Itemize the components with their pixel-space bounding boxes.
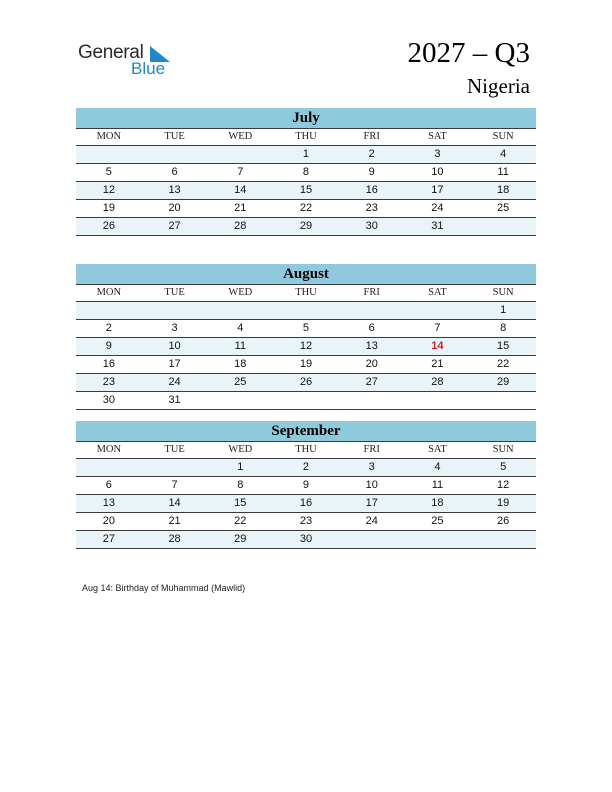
day-cell: 6 <box>171 166 178 178</box>
day-cell: 5 <box>105 166 112 178</box>
day-cell: 19 <box>102 202 115 214</box>
day-cell: 16 <box>365 184 378 196</box>
day-cell: 3 <box>171 322 178 334</box>
week-row <box>76 374 536 392</box>
day-cell: 24 <box>168 376 181 388</box>
day-cell <box>142 459 208 476</box>
day-cell: 29 <box>299 220 313 232</box>
weekday-label: TUE <box>164 287 185 298</box>
day-cell: 26 <box>497 515 510 527</box>
logo-text-general: General <box>78 42 144 63</box>
title-block <box>408 36 530 100</box>
day-cell: 13 <box>365 340 378 352</box>
day-cell: 18 <box>431 497 444 509</box>
day-cell: 22 <box>234 515 247 527</box>
day-cell <box>470 392 536 409</box>
weekday-label: SAT <box>428 131 447 142</box>
week-row <box>76 218 536 236</box>
day-cell <box>470 218 536 235</box>
month-title: August <box>76 264 536 285</box>
day-cell: 10 <box>365 479 378 491</box>
day-cell: 6 <box>368 322 375 334</box>
weekday-header-row <box>76 285 536 302</box>
day-cell: 31 <box>431 220 444 232</box>
week-row <box>76 182 536 200</box>
day-cell: 11 <box>431 479 444 491</box>
day-cell: 25 <box>234 376 247 388</box>
week-row <box>76 302 536 320</box>
holiday-day-cell: 14 <box>431 340 444 352</box>
weekday-label: SUN <box>492 444 514 455</box>
page-title: 2027 – Q3 <box>407 37 530 69</box>
week-row <box>76 200 536 218</box>
day-cell <box>273 302 339 319</box>
day-cell: 8 <box>500 322 507 334</box>
day-cell: 1 <box>302 148 310 160</box>
day-cell: 22 <box>497 358 510 370</box>
day-cell <box>339 531 405 548</box>
day-cell: 21 <box>431 358 444 370</box>
day-cell: 11 <box>234 340 246 352</box>
weekday-label: SUN <box>492 287 514 298</box>
day-cell: 23 <box>365 202 378 214</box>
week-row <box>76 495 536 513</box>
weekday-label: SUN <box>492 131 514 142</box>
weekday-label: MON <box>96 131 122 142</box>
month-calendar-september <box>76 421 536 549</box>
day-cell: 28 <box>168 533 181 545</box>
day-cell: 18 <box>497 184 510 196</box>
week-row <box>76 164 536 182</box>
weekday-label: FRI <box>363 287 380 298</box>
day-cell: 10 <box>431 166 444 178</box>
day-cell: 19 <box>497 497 510 509</box>
day-cell: 20 <box>168 202 181 214</box>
week-row <box>76 356 536 374</box>
weekday-label: WED <box>228 287 253 298</box>
day-cell: 24 <box>431 202 444 214</box>
day-cell <box>76 302 142 319</box>
day-cell: 21 <box>168 515 181 527</box>
generalblue-logo <box>78 40 188 82</box>
day-cell <box>207 392 273 409</box>
day-cell: 26 <box>102 220 115 232</box>
weekday-label: MON <box>96 444 122 455</box>
day-cell <box>76 459 142 476</box>
day-cell: 6 <box>105 479 112 491</box>
day-cell: 3 <box>434 148 441 160</box>
day-cell: 17 <box>431 184 444 196</box>
day-cell: 14 <box>234 184 247 196</box>
day-cell <box>207 146 273 163</box>
day-cell: 13 <box>168 184 181 196</box>
month-title: September <box>76 421 536 442</box>
weekday-header-row <box>76 442 536 459</box>
week-row <box>76 513 536 531</box>
day-cell: 16 <box>299 497 313 509</box>
day-cell: 30 <box>299 533 313 545</box>
weekday-label: WED <box>228 444 253 455</box>
week-row <box>76 477 536 495</box>
weekday-label: SAT <box>428 287 447 298</box>
day-cell: 2 <box>302 461 310 473</box>
weekday-label: THU <box>295 287 317 298</box>
day-cell: 25 <box>431 515 444 527</box>
weekday-label: WED <box>228 131 253 142</box>
day-cell: 24 <box>365 515 378 527</box>
day-cell: 16 <box>102 358 115 370</box>
day-cell: 29 <box>234 533 247 545</box>
day-cell: 2 <box>368 148 375 160</box>
day-cell: 30 <box>102 394 115 406</box>
day-cell <box>207 302 273 319</box>
weekday-header-row <box>76 129 536 146</box>
day-cell: 28 <box>431 376 444 388</box>
day-cell <box>142 302 208 319</box>
weekday-label: THU <box>295 131 317 142</box>
day-cell: 9 <box>302 479 310 491</box>
day-cell: 7 <box>237 166 244 178</box>
month-calendar-august <box>76 264 536 410</box>
day-cell: 27 <box>365 376 378 388</box>
day-cell: 23 <box>299 515 313 527</box>
day-cell <box>142 146 208 163</box>
weekday-label: FRI <box>363 444 380 455</box>
day-cell: 4 <box>434 461 441 473</box>
day-cell <box>339 302 405 319</box>
logo-text-blue: Blue <box>131 59 166 78</box>
day-cell: 17 <box>168 358 181 370</box>
day-cell: 15 <box>299 184 313 196</box>
day-cell <box>273 392 339 409</box>
day-cell: 30 <box>365 220 378 232</box>
day-cell: 25 <box>497 202 510 214</box>
day-cell: 19 <box>299 358 313 370</box>
day-cell: 21 <box>234 202 247 214</box>
weekday-label: TUE <box>164 131 185 142</box>
day-cell <box>405 392 471 409</box>
day-cell: 5 <box>302 322 310 334</box>
day-cell: 9 <box>368 166 375 178</box>
day-cell: 8 <box>237 479 244 491</box>
day-cell: 14 <box>168 497 181 509</box>
day-cell: 7 <box>171 479 178 491</box>
day-cell <box>76 146 142 163</box>
day-cell: 1 <box>500 304 507 316</box>
week-row <box>76 459 536 477</box>
day-cell <box>470 531 536 548</box>
day-cell: 3 <box>368 461 375 473</box>
month-calendar-july <box>76 108 536 236</box>
day-cell: 9 <box>105 340 112 352</box>
day-cell: 2 <box>105 322 112 334</box>
day-cell: 5 <box>500 461 507 473</box>
day-cell: 26 <box>299 376 313 388</box>
day-cell: 12 <box>497 479 510 491</box>
day-cell: 15 <box>497 340 510 352</box>
week-row <box>76 531 536 549</box>
day-cell: 7 <box>434 322 441 334</box>
day-cell: 18 <box>234 358 247 370</box>
day-cell: 23 <box>102 376 115 388</box>
day-cell: 12 <box>102 184 115 196</box>
day-cell <box>405 302 471 319</box>
day-cell: 17 <box>365 497 378 509</box>
weekday-label: TUE <box>164 444 185 455</box>
week-row <box>76 338 536 356</box>
day-cell: 29 <box>497 376 510 388</box>
day-cell: 11 <box>497 166 509 178</box>
day-cell: 15 <box>234 497 247 509</box>
day-cell: 12 <box>299 340 313 352</box>
week-row <box>76 146 536 164</box>
day-cell: 13 <box>102 497 115 509</box>
country-name: Nigeria <box>467 74 530 98</box>
day-cell: 1 <box>237 461 244 473</box>
day-cell: 31 <box>168 394 181 406</box>
day-cell <box>339 392 405 409</box>
weekday-label: MON <box>96 287 122 298</box>
weekday-label: SAT <box>428 444 447 455</box>
week-row <box>76 320 536 338</box>
holiday-note: Aug 14: Birthday of Muhammad (Mawlid) <box>82 583 246 593</box>
day-cell: 28 <box>234 220 247 232</box>
day-cell: 8 <box>302 166 310 178</box>
day-cell: 10 <box>168 340 181 352</box>
day-cell: 22 <box>299 202 313 214</box>
weekday-label: FRI <box>363 131 380 142</box>
day-cell: 4 <box>500 148 507 160</box>
day-cell: 27 <box>102 533 115 545</box>
month-title: July <box>76 108 536 129</box>
day-cell: 20 <box>365 358 378 370</box>
day-cell <box>405 531 471 548</box>
week-row <box>76 392 536 410</box>
day-cell: 4 <box>237 322 244 334</box>
day-cell: 20 <box>102 515 115 527</box>
weekday-label: THU <box>295 444 317 455</box>
day-cell: 27 <box>168 220 181 232</box>
